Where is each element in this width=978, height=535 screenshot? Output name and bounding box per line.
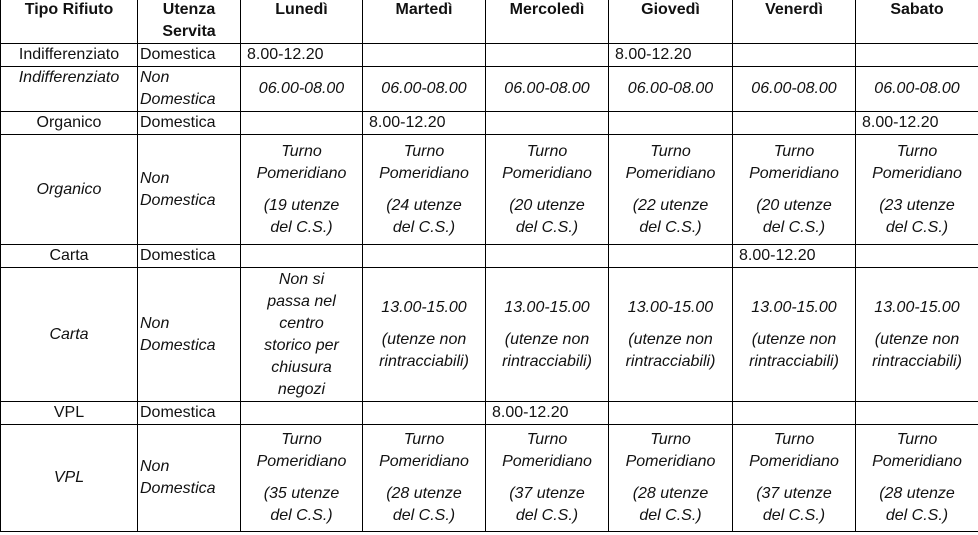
schedule-cell-note — [241, 268, 363, 402]
header-utenza-line1: Utenza — [162, 1, 216, 18]
user-type-line1: Non — [140, 314, 170, 332]
schedule-cell — [363, 135, 486, 245]
time-range: 13.00-15.00 — [381, 298, 467, 316]
schedule-cell — [609, 245, 733, 268]
utenze-count: (22 utenze — [632, 196, 709, 214]
schedule-cell: 8.00-12.20 — [609, 44, 733, 67]
spacer — [488, 319, 606, 329]
table-row — [1, 425, 978, 532]
table-row — [1, 67, 978, 112]
header-utenza-line2: Servita — [162, 23, 216, 40]
utenze-count: (19 utenze — [263, 196, 340, 214]
utenze-count: del C.S.) — [885, 218, 949, 236]
header-day-mercoledi: Mercoledì — [486, 0, 609, 44]
note-line: storico per — [264, 336, 339, 354]
time-range: 13.00-15.00 — [504, 298, 590, 316]
shift-label: Pomeridiano — [379, 164, 469, 182]
schedule-cell — [241, 245, 363, 268]
spacer — [365, 473, 483, 483]
shift-label: Pomeridiano — [872, 453, 962, 470]
shift-label: Turno — [403, 142, 445, 160]
shift-label: Pomeridiano — [749, 453, 839, 470]
schedule-cell — [241, 135, 363, 245]
schedule-cell — [609, 402, 733, 425]
spacer — [735, 319, 853, 329]
schedule-cell: 8.00-12.20 — [241, 44, 363, 67]
user-type-cell — [138, 268, 241, 402]
spacer — [488, 473, 606, 483]
user-type-line1: Non — [140, 169, 170, 187]
waste-type-cell: Carta — [1, 268, 138, 402]
utenze-count: del C.S.) — [515, 507, 579, 524]
utenze-note: (utenze non — [381, 330, 467, 348]
schedule-cell: 06.00-08.00 — [733, 67, 856, 112]
schedule-cell — [856, 425, 978, 532]
user-type-cell: Domestica — [138, 44, 241, 67]
shift-label: Turno — [650, 142, 691, 160]
schedule-cell: 8.00-12.20 — [856, 112, 978, 135]
waste-type-cell: VPL — [1, 402, 138, 425]
table-row — [1, 112, 978, 135]
header-utenza-servita — [138, 0, 241, 44]
schedule-cell — [363, 402, 486, 425]
utenze-count: (37 utenze — [756, 485, 832, 502]
schedule-cell: 06.00-08.00 — [486, 67, 609, 112]
shift-label: Pomeridiano — [379, 453, 469, 470]
user-type-line1: Non — [140, 69, 170, 86]
utenze-count: (23 utenze — [879, 196, 955, 214]
note-line: passa nel — [267, 292, 336, 310]
shift-label: Pomeridiano — [749, 164, 839, 182]
schedule-cell: 8.00-12.20 — [733, 245, 856, 268]
shift-label: Turno — [650, 431, 691, 448]
shift-label: Turno — [281, 431, 322, 448]
schedule-cell — [363, 268, 486, 402]
user-type-cell — [138, 135, 241, 245]
table-row — [1, 268, 978, 402]
schedule-cell — [609, 112, 733, 135]
spacer — [488, 185, 606, 195]
header-day-lunedi: Lunedì — [241, 0, 363, 44]
utenze-note: rintracciabili) — [502, 352, 592, 370]
waste-type-cell: Organico — [1, 112, 138, 135]
utenze-note: rintracciabili) — [872, 352, 962, 370]
table-row — [1, 44, 978, 67]
schedule-cell: 8.00-12.20 — [363, 112, 486, 135]
utenze-count: del C.S.) — [392, 507, 456, 524]
schedule-cell — [241, 425, 363, 532]
schedule-cell — [733, 425, 856, 532]
utenze-count: del C.S.) — [885, 507, 949, 524]
time-range: 13.00-15.00 — [627, 298, 714, 316]
shift-label: Pomeridiano — [625, 164, 716, 182]
shift-label: Turno — [403, 431, 445, 448]
shift-label: Pomeridiano — [256, 164, 347, 182]
schedule-cell — [856, 268, 978, 402]
utenze-count: del C.S.) — [270, 507, 333, 524]
schedule-cell — [486, 268, 609, 402]
utenze-count: del C.S.) — [392, 218, 456, 236]
schedule-cell — [486, 135, 609, 245]
schedule-cell — [363, 44, 486, 67]
schedule-cell — [733, 135, 856, 245]
table-row — [1, 402, 978, 425]
utenze-count: del C.S.) — [639, 507, 702, 524]
shift-label: Turno — [281, 142, 322, 160]
utenze-count: (20 utenze — [756, 196, 832, 214]
waste-type-cell: VPL — [1, 425, 138, 532]
waste-type-cell: Indifferenziato — [1, 67, 138, 112]
shift-label: Turno — [773, 142, 815, 160]
shift-label: Turno — [896, 142, 938, 160]
utenze-count: (28 utenze — [386, 485, 462, 502]
utenze-count: (35 utenze — [263, 485, 340, 502]
header-day-sabato: Sabato — [856, 0, 978, 44]
shift-label: Turno — [526, 431, 568, 448]
spacer — [365, 319, 483, 329]
schedule-cell — [856, 44, 978, 67]
shift-label: Pomeridiano — [872, 164, 962, 182]
header-day-giovedi: Giovedì — [609, 0, 733, 44]
utenze-count: (20 utenze — [509, 196, 585, 214]
user-type-cell — [138, 67, 241, 112]
header-row — [1, 0, 978, 44]
spacer — [735, 473, 853, 483]
utenze-count: del C.S.) — [639, 218, 702, 236]
header-day-martedi: Martedì — [363, 0, 486, 44]
shift-label: Pomeridiano — [502, 164, 592, 182]
utenze-note: (utenze non — [874, 330, 960, 348]
shift-label: Pomeridiano — [256, 453, 347, 470]
schedule-cell — [733, 268, 856, 402]
spacer — [611, 473, 730, 483]
header-tipo-rifiuto: Tipo Rifiuto — [1, 0, 138, 44]
schedule-cell — [733, 112, 856, 135]
schedule-cell — [733, 44, 856, 67]
schedule-cell — [856, 135, 978, 245]
user-type-cell: Domestica — [138, 245, 241, 268]
shift-label: Pomeridiano — [502, 453, 592, 470]
table-row — [1, 245, 978, 268]
spacer — [243, 473, 360, 483]
shift-label: Turno — [773, 431, 815, 448]
schedule-cell — [609, 135, 733, 245]
spacer — [243, 185, 360, 195]
utenze-note: (utenze non — [628, 330, 713, 348]
waste-type-cell: Carta — [1, 245, 138, 268]
utenze-count: del C.S.) — [515, 218, 579, 236]
utenze-count: del C.S.) — [270, 218, 333, 236]
utenze-count: del C.S.) — [762, 218, 826, 236]
schedule-cell — [609, 268, 733, 402]
spacer — [611, 319, 730, 329]
utenze-note: (utenze non — [751, 330, 837, 348]
header-day-venerdi: Venerdì — [733, 0, 856, 44]
schedule-cell: 06.00-08.00 — [856, 67, 978, 112]
spacer — [611, 185, 730, 195]
utenze-note: rintracciabili) — [625, 352, 716, 370]
spacer — [858, 185, 976, 195]
utenze-note: rintracciabili) — [379, 352, 469, 370]
schedule-cell — [363, 245, 486, 268]
shift-label: Turno — [896, 431, 938, 448]
time-range: 13.00-15.00 — [874, 298, 960, 316]
shift-label: Pomeridiano — [625, 453, 716, 470]
user-type-line1: Non — [140, 458, 170, 475]
utenze-count: (28 utenze — [632, 485, 709, 502]
time-range: 13.00-15.00 — [751, 298, 837, 316]
schedule-cell — [486, 425, 609, 532]
schedule-cell — [486, 44, 609, 67]
note-line: centro — [279, 314, 324, 332]
user-type-cell — [138, 425, 241, 532]
schedule-cell — [363, 425, 486, 532]
utenze-count: (24 utenze — [386, 196, 462, 214]
note-line: Non si — [278, 270, 325, 288]
note-line: chiusura — [271, 358, 332, 376]
schedule-cell — [733, 402, 856, 425]
user-type-line2: Domestica — [140, 480, 216, 497]
schedule-cell — [241, 112, 363, 135]
utenze-count: (28 utenze — [879, 485, 955, 502]
table-row — [1, 135, 978, 245]
schedule-cell — [486, 112, 609, 135]
user-type-line2: Domestica — [140, 336, 216, 354]
schedule-cell: 06.00-08.00 — [241, 67, 363, 112]
schedule-cell — [241, 402, 363, 425]
utenze-count: (37 utenze — [509, 485, 585, 502]
note-line: negozi — [277, 380, 326, 398]
schedule-cell — [486, 245, 609, 268]
schedule-cell: 8.00-12.20 — [486, 402, 609, 425]
schedule-cell — [856, 402, 978, 425]
spacer — [735, 185, 853, 195]
user-type-line2: Domestica — [140, 191, 216, 209]
spacer — [365, 185, 483, 195]
shift-label: Turno — [526, 142, 568, 160]
utenze-count: del C.S.) — [762, 507, 826, 524]
user-type-cell: Domestica — [138, 402, 241, 425]
utenze-note: rintracciabili) — [749, 352, 839, 370]
waste-type-cell: Organico — [1, 135, 138, 245]
waste-type-cell: Indifferenziato — [1, 44, 138, 67]
user-type-cell: Domestica — [138, 112, 241, 135]
user-type-line2: Domestica — [140, 91, 216, 108]
schedule-cell: 06.00-08.00 — [609, 67, 733, 112]
spacer — [858, 473, 976, 483]
utenze-note: (utenze non — [504, 330, 590, 348]
schedule-cell: 06.00-08.00 — [363, 67, 486, 112]
schedule-cell — [609, 425, 733, 532]
schedule-cell — [856, 245, 978, 268]
spacer — [858, 319, 976, 329]
